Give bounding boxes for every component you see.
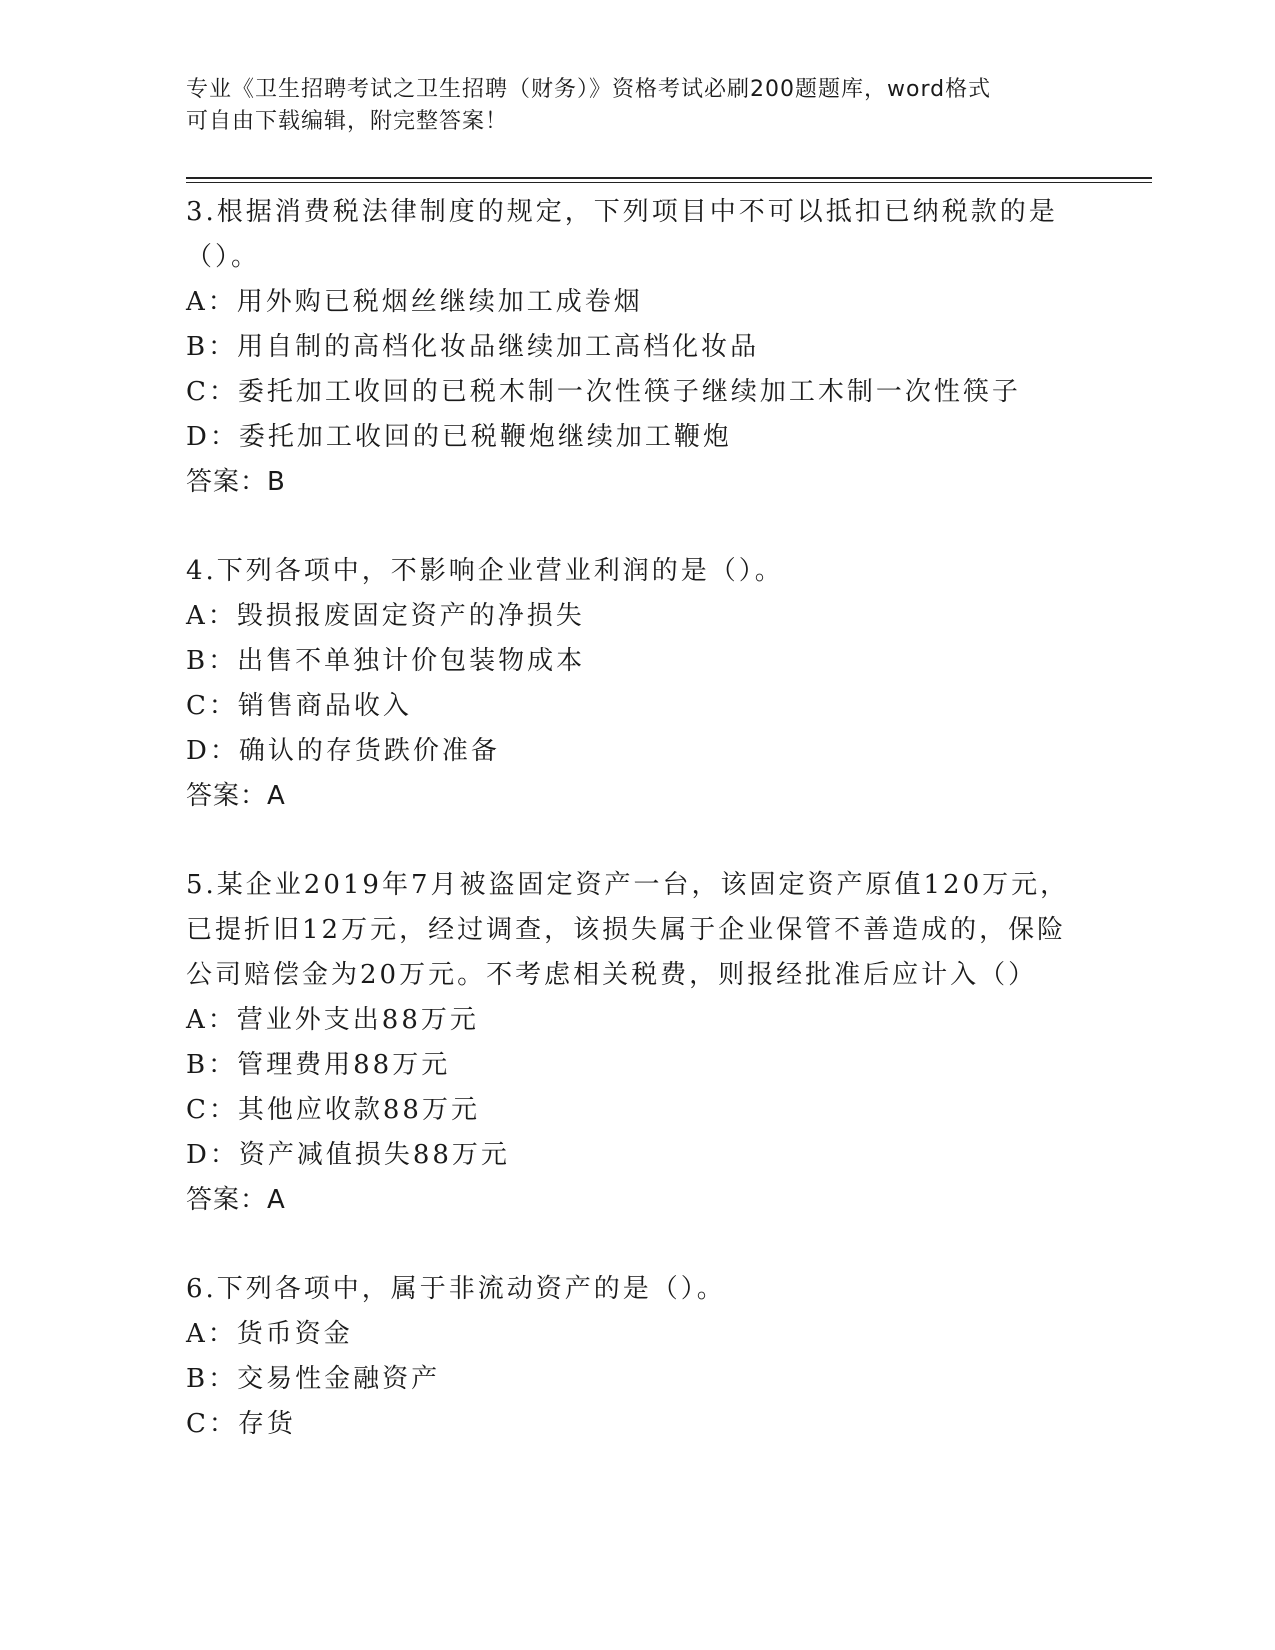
question-text: 4.下列各项中，不影响企业营业利润的是（）。 (186, 556, 784, 586)
option-a: A：用外购已税烟丝继续加工成卷烟 (186, 287, 643, 317)
option-a: A：货币资金 (186, 1319, 353, 1349)
question-text: 5.某企业2019年7月被盗固定资产一台，该固定资产原值120万元， (186, 870, 1070, 900)
answer: 答案：A (186, 1185, 286, 1215)
header-line-2: 可自由下载编辑，附完整答案！ (186, 109, 509, 134)
option-c: C：销售商品收入 (186, 691, 412, 721)
option-c: C：存货 (186, 1409, 296, 1439)
option-d: D：资产减值损失88万元 (186, 1140, 510, 1170)
option-c: C：其他应收款88万元 (186, 1095, 480, 1125)
header-line-1: 专业《卫生招聘考试之卫生招聘（财务）》资格考试必刷200题题库，word格式 (186, 77, 992, 102)
question-4 (186, 549, 1086, 819)
question-6 (186, 1267, 1086, 1447)
question-list (186, 190, 1086, 1491)
answer: 答案：B (186, 467, 286, 497)
option-b: B：出售不单独计价包装物成本 (186, 646, 586, 676)
answer: 答案：A (186, 781, 286, 811)
question-text: 6.下列各项中，属于非流动资产的是（）。 (186, 1274, 726, 1304)
option-b: B：用自制的高档化妆品继续加工高档化妆品 (186, 332, 760, 362)
header-divider-thin (186, 182, 1152, 183)
option-b: B：交易性金融资产 (186, 1364, 441, 1394)
option-d: D：确认的存货跌价准备 (186, 736, 500, 766)
question-text: 3.根据消费税法律制度的规定，下列项目中不可以抵扣已纳税款的是 (186, 197, 1058, 227)
question-text: 已提折旧12万元，经过调查，该损失属于企业保管不善造成的，保险 (186, 915, 1067, 945)
question-text: （）。 (186, 242, 261, 272)
header-divider-thick (186, 177, 1152, 179)
question-5 (186, 863, 1086, 1223)
document-header (186, 74, 1066, 138)
question-3 (186, 190, 1086, 505)
option-a: A：毁损报废固定资产的净损失 (186, 601, 585, 631)
option-a: A：营业外支出88万元 (186, 1005, 479, 1035)
option-d: D：委托加工收回的已税鞭炮继续加工鞭炮 (186, 422, 732, 452)
option-c: C：委托加工收回的已税木制一次性筷子继续加工木制一次性筷子 (186, 377, 1021, 407)
question-text: 公司赔偿金为20万元。不考虑相关税费，则报经批准后应计入（） (186, 960, 1038, 990)
option-b: B：管理费用88万元 (186, 1050, 451, 1080)
